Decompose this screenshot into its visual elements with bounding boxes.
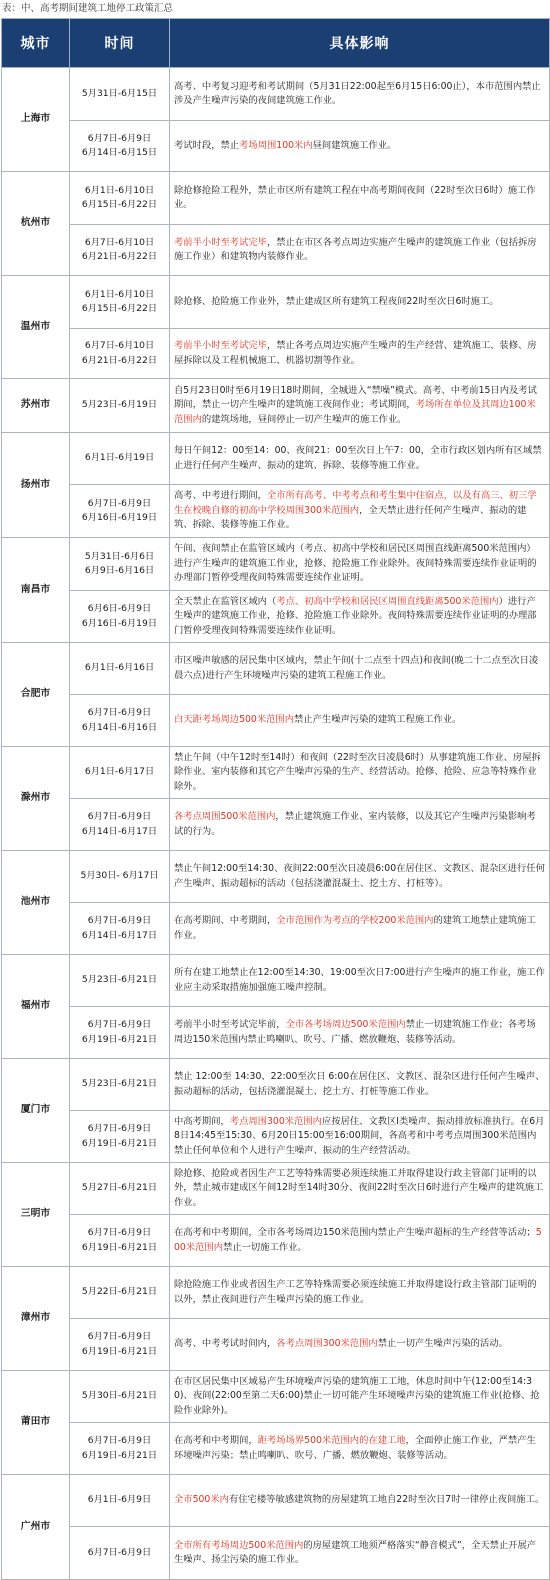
time-cell: 5月31日-6月6日 6月9日-6月16日 <box>70 538 170 591</box>
impact-cell <box>170 591 550 643</box>
city-cell: 滁州市 <box>2 747 70 851</box>
city-cell: 莆田市 <box>2 1371 70 1475</box>
impact-cell <box>170 1475 550 1527</box>
impact-text: 考前半小时至考试完毕前， <box>174 1019 286 1030</box>
table-body <box>2 68 550 1580</box>
table-row <box>2 903 550 955</box>
highlighted-text: 考点周围300米范围内 <box>229 1115 322 1127</box>
city-cell: 南昌市 <box>2 538 70 643</box>
impact-cell <box>170 1163 550 1215</box>
highlighted-text: 考场所在单位及其周边100米范围内 <box>174 399 536 425</box>
impact-text: 禁止午间12:00至14:30、夜间22:00至次日凌晨6:00在居住区、文教区、混杂区进行任何产生噪声、振动超标的活动（包括浇灌混凝土、挖土方、打桩等）。 <box>174 863 545 889</box>
city-cell: 福州市 <box>2 955 70 1059</box>
time-cell: 6月1日-6月10日 6月15日-6月22日 <box>70 172 170 225</box>
time-cell: 6月7日-6月9日 6月16日-6月19日 <box>70 485 170 538</box>
table-row <box>2 695 550 747</box>
impact-text: 除抢修、抢险或者因生产工艺等特殊需要必须连续施工并取得建设行政主管部门证明的以外，禁止城市建成区午间12时至14时30分、夜间22时至次日6时进行产生噪声的建筑施工作业。 <box>174 1167 544 1208</box>
impact-text: 禁止一切产生噪声污染的活动。 <box>377 1338 508 1350</box>
table-row <box>2 1163 550 1215</box>
impact-text: 禁止 12:00至 14:30、22:00至次日 6:00在居住区、文教区、混杂区进行任何产生噪声、振动超标的活动，包括浇灌混凝土、挖土方、打桩等施工作业。 <box>174 1071 545 1097</box>
city-cell: 杭州市 <box>2 172 70 276</box>
table-row <box>2 1267 550 1319</box>
impact-cell <box>170 379 550 433</box>
impact-cell <box>170 695 550 747</box>
city-cell: 苏州市 <box>2 379 70 433</box>
impact-text: 高考、中考考试时间内， <box>174 1338 277 1350</box>
impact-text: ，禁止建筑施工作业、室内装修，以及其它产生噪声污染影响考试的行为。 <box>174 811 536 837</box>
impact-cell <box>170 1059 550 1111</box>
table-row <box>2 485 550 538</box>
impact-cell <box>170 1111 550 1163</box>
impact-cell <box>170 68 550 121</box>
impact-cell <box>170 1423 550 1475</box>
highlighted-text: 500米范围内 <box>174 1227 542 1253</box>
impact-text: 禁止产生噪声污染的建筑工程施工作业。 <box>294 714 462 726</box>
table-row <box>2 955 550 1007</box>
table-row <box>2 1059 550 1111</box>
city-cell: 池州市 <box>2 851 70 955</box>
impact-cell <box>170 121 550 172</box>
impact-text: 高考、中考复习迎考和考试期间（5月31日22:00起至6月15日6:00止），本市范围内禁止涉及产生噪声污染的夜间建筑施工作业。 <box>174 80 541 106</box>
policy-table <box>1 18 550 1580</box>
impact-text: 全天禁止在监管区域内（ <box>174 595 277 607</box>
impact-text: ，禁止各考点周边实施产生噪声的生产经营、建筑施工、装修、房屋拆除以及工程机械施工、机器切割等作业。 <box>174 340 537 366</box>
city-cell: 三明市 <box>2 1163 70 1267</box>
impact-cell <box>170 1527 550 1580</box>
table-row <box>2 1215 550 1267</box>
impact-cell <box>170 276 550 329</box>
impact-text: 在高考和中考期间， <box>174 1435 258 1446</box>
impact-cell <box>170 1371 550 1423</box>
highlighted-text: 各考点周围500米范围内 <box>174 811 276 822</box>
impact-text: 昼间建筑施工作业。 <box>312 139 397 151</box>
impact-text: 应按居住、文教区Ⅰ类噪声、振动排放标准执行。在6月8日14:45至15:30、6月20日15:00至16:00期间，各高考和中考考点周围300米范围内禁止任何单位和个人进行产生噪声、振动的生产经营活动。 <box>174 1115 545 1156</box>
impact-text: 禁止一切施工作业。 <box>223 1241 307 1253</box>
impact-text: 的建筑场地，昼间停止一切产生噪声的施工作业。 <box>201 413 407 425</box>
impact-text: 有住宅楼等敏感建筑物的房屋建筑工地自22时至次日7时一律停止夜间施工。 <box>228 1494 545 1506</box>
table-row <box>2 276 550 329</box>
time-cell: 6月7日-6月9日 6月14日-6月15日 <box>70 121 170 172</box>
impact-cell <box>170 538 550 591</box>
city-cell: 广州市 <box>2 1475 70 1580</box>
impact-cell <box>170 485 550 538</box>
city-cell: 厦门市 <box>2 1059 70 1163</box>
time-cell: 6月1日-6月17日 <box>70 747 170 799</box>
table-row <box>2 747 550 799</box>
table-row <box>2 379 550 433</box>
time-cell: 6月7日-6月10日 6月21日-6月22日 <box>70 225 170 276</box>
impact-text: 自5月23日0时至6月19日18时期间，全城进入“禁噪”模式。高考、中考前15日内及考试期间，禁止一切产生噪声的建筑施工夜间作业；考试期间， <box>174 384 537 411</box>
time-cell: 6月7日-6月9日 6月19日-6月21日 <box>70 1215 170 1267</box>
time-cell: 6月7日-6月9日 6月19日-6月21日 <box>70 1319 170 1371</box>
impact-text: 禁止一切建筑施工作业；各考场周边150米范围内禁止鸣喇叭、吹号、广播、燃放鞭炮、装修等活动。 <box>174 1019 536 1045</box>
impact-text: 每日午间12：00至14：00、夜间21：00至次日上午7：00，全市行政区划内所有区域禁止进行任何产生噪声、振动的建筑、拆除、装修等施工作业。 <box>174 445 542 471</box>
time-cell: 6月7日-6月9日 6月19日-6月21日 <box>70 1111 170 1163</box>
impact-text: 禁止午间（中午12时至14时）和夜间（22时至次日凌晨6时）从事建筑施工作业、房屋拆除作业、室内装修和其它产生噪声污染的生产、经营活动。抢修、抢险、应急等特殊作业除外。 <box>174 751 541 792</box>
impact-cell <box>170 1215 550 1267</box>
highlighted-text: 全市所有高考、中考考点和考生集中住宿点，以及有高三、初三学生在校晚自修的初高中学校周围300米范围内 <box>174 490 537 516</box>
highlighted-text: 全市各考场周边500米范围内 <box>285 1019 406 1030</box>
city-cell: 温州市 <box>2 276 70 379</box>
highlighted-text: 考点、初高中学校和居民区周围直线距离500米范围内 <box>276 595 499 607</box>
table-row <box>2 1371 550 1423</box>
highlighted-text: 全市范围作为考点的学校200米范围内 <box>276 915 434 926</box>
city-cell: 扬州市 <box>2 433 70 538</box>
highlighted-text: 考前半小时至考试完毕 <box>174 340 267 351</box>
table-row <box>2 1319 550 1371</box>
impact-text: 在市区居民集中区域易产生环境噪声污染的建筑施工工地，休息时间中午(12:00至14:30)、夜间(22:00至第二天6:00)禁止一切可能产生环境噪声污染的建筑施工作业(抢修、抢险作业除外)。 <box>174 1375 540 1416</box>
header-city: 城市 <box>2 19 70 68</box>
impact-text: ，禁止在市区各考点周边实施产生噪声的建筑施工作业（包括拆房施工作业）和建筑物内装修作业。 <box>174 236 537 262</box>
impact-cell <box>170 433 550 485</box>
time-cell: 6月7日-6月9日 <box>70 1527 170 1580</box>
impact-text: ，全天禁止进行任何产生噪声、振动的建筑、拆除、装修等施工作业。 <box>174 504 527 531</box>
time-cell: 6月1日-6月10日 6月15日-6月22日 <box>70 276 170 329</box>
header-time: 时间 <box>70 19 170 68</box>
impact-text: 的房屋建筑工地须严格落实“静音模式”，全天禁止开展产生噪声、扬尘污染的施工作业。 <box>174 1539 537 1565</box>
time-cell: 5月23日-6月21日 <box>70 1059 170 1111</box>
time-cell: 6月7日-6月9日 6月14日-6月17日 <box>70 903 170 955</box>
time-cell: 6月7日-6月9日 6月14日-6月17日 <box>70 799 170 851</box>
city-cell: 漳州市 <box>2 1267 70 1371</box>
impact-text: 在高考期间、中考期间， <box>174 915 277 926</box>
time-cell: 6月7日-6月9日 6月19日-6月21日 <box>70 1007 170 1059</box>
table-row <box>2 329 550 379</box>
impact-cell <box>170 955 550 1007</box>
table-row <box>2 591 550 643</box>
time-cell: 5月31日-6月15日 <box>70 68 170 121</box>
city-cell: 合肥市 <box>2 643 70 747</box>
time-cell: 6月7日-6月9日 6月14日-6月16日 <box>70 695 170 747</box>
header-impact: 具体影响 <box>170 19 550 68</box>
table-row <box>2 1007 550 1059</box>
impact-text: 所有在建工地禁止在12:00至14:30、19:00至次日7:00进行产生噪声的施工作业，施工作业应主动采取措施加强施工噪声控制。 <box>174 967 545 993</box>
impact-text: 的建筑工地禁止建筑施工作业。 <box>174 915 536 941</box>
impact-cell <box>170 799 550 851</box>
table-row <box>2 1111 550 1163</box>
time-cell: 6月1日-6月16日 <box>70 643 170 695</box>
impact-cell <box>170 172 550 225</box>
impact-cell <box>170 225 550 276</box>
impact-cell <box>170 1007 550 1059</box>
time-cell: 6月1日-6月19日 <box>70 433 170 485</box>
city-cell: 上海市 <box>2 68 70 172</box>
time-cell: 5月30日- 6月17日 <box>70 851 170 903</box>
impact-cell <box>170 1267 550 1319</box>
highlighted-text: 考场周围100米内 <box>239 139 313 151</box>
table-row <box>2 172 550 225</box>
table-row <box>2 851 550 903</box>
time-cell: 5月27日-6月21日 <box>70 1163 170 1215</box>
impact-text: 除抢修、抢险施工作业外，禁止建成区所有建筑工程夜间22时至次日6时施工。 <box>174 295 499 307</box>
highlighted-text: 全市所有考场周边500米范围内 <box>174 1539 304 1551</box>
table-row <box>2 538 550 591</box>
table-header-row <box>2 19 550 68</box>
highlighted-text: 全市500米内 <box>174 1494 229 1506</box>
time-cell: 6月7日-6月9日 6月19日-6月21日 <box>70 1423 170 1475</box>
impact-cell <box>170 329 550 379</box>
highlighted-text: 距考场场界500米范围内的在建工地 <box>257 1435 406 1446</box>
impact-cell <box>170 903 550 955</box>
time-cell: 5月30日-6月21日 <box>70 1371 170 1423</box>
impact-cell <box>170 747 550 799</box>
impact-text: 在高考和中考期间，全市各考场周边150米范围内禁止产生噪声超标的生产经营等活动； <box>174 1227 536 1238</box>
impact-text: ）进行产生噪声的建筑施工作业，抢修、抢险施工作业除外。夜间特殊需要连续作业证明的办理部门暂停受理夜间特殊需要连续作业证明。 <box>174 595 537 636</box>
table-row <box>2 1475 550 1527</box>
table-row <box>2 225 550 276</box>
table-row <box>2 433 550 485</box>
highlighted-text: 各考点周围300米范围内 <box>276 1338 378 1350</box>
highlighted-text: 考前半小时至考试完毕 <box>174 236 267 248</box>
impact-text: 考试时段，禁止 <box>174 139 240 151</box>
time-cell: 6月6日-6月9日 6月16日-6月19日 <box>70 591 170 643</box>
impact-cell <box>170 851 550 903</box>
table-row <box>2 643 550 695</box>
impact-cell <box>170 643 550 695</box>
time-cell: 6月1日-6月9日 <box>70 1475 170 1527</box>
table-row <box>2 1527 550 1580</box>
time-cell: 5月23日-6月21日 <box>70 955 170 1007</box>
impact-text: 午间、夜间禁止在监管区域内（考点、初高中学校和居民区周围直线距离500米范围内）进行产生噪声的建筑施工作业，抢修、抢险施工作业除外。夜间特殊需要连续作业证明的办理部门暂停受理夜间特殊需要连续作业证明。 <box>174 543 537 584</box>
impact-text: 除抢险施工作业或者因生产工艺等特殊需要必须连续施工并取得建设行政主管部门证明的以外，禁止夜间进行产生噪声污染的施工作业。 <box>174 1279 537 1305</box>
impact-text: 中高考期间， <box>174 1115 230 1127</box>
table-caption: 表：中、高考期间建筑工地停工政策汇总 <box>2 3 174 14</box>
impact-text: 市区噪声敏感的居民集中区域内，禁止午间(十二点至十四点)和夜间(晚二十二点至次日凌晨六点)进行产生环境噪声污染的建筑工程施工作业。 <box>174 655 539 681</box>
table-row <box>2 121 550 172</box>
table-row <box>2 1423 550 1475</box>
highlighted-text: 白天距考场周边500米范围内 <box>174 714 295 726</box>
impact-text: 除抢修抢险工程外，禁止市区所有建筑工程在中高考期间夜间（22时至次日6时）施工作业。 <box>174 184 536 210</box>
time-cell: 5月23日-6月19日 <box>70 379 170 433</box>
table-row <box>2 68 550 121</box>
impact-text: ，全面停止施工作业，严禁产生环境噪声污染；禁止鸣喇叭、吹号、广播、燃放鞭炮、装修等活动。 <box>174 1435 536 1461</box>
time-cell: 5月22日-6月21日 <box>70 1267 170 1319</box>
table-row <box>2 799 550 851</box>
time-cell: 6月7日-6月10日 6月21日-6月22日 <box>70 329 170 379</box>
impact-cell <box>170 1319 550 1371</box>
impact-text: 高考、中考进行期间， <box>174 490 267 502</box>
